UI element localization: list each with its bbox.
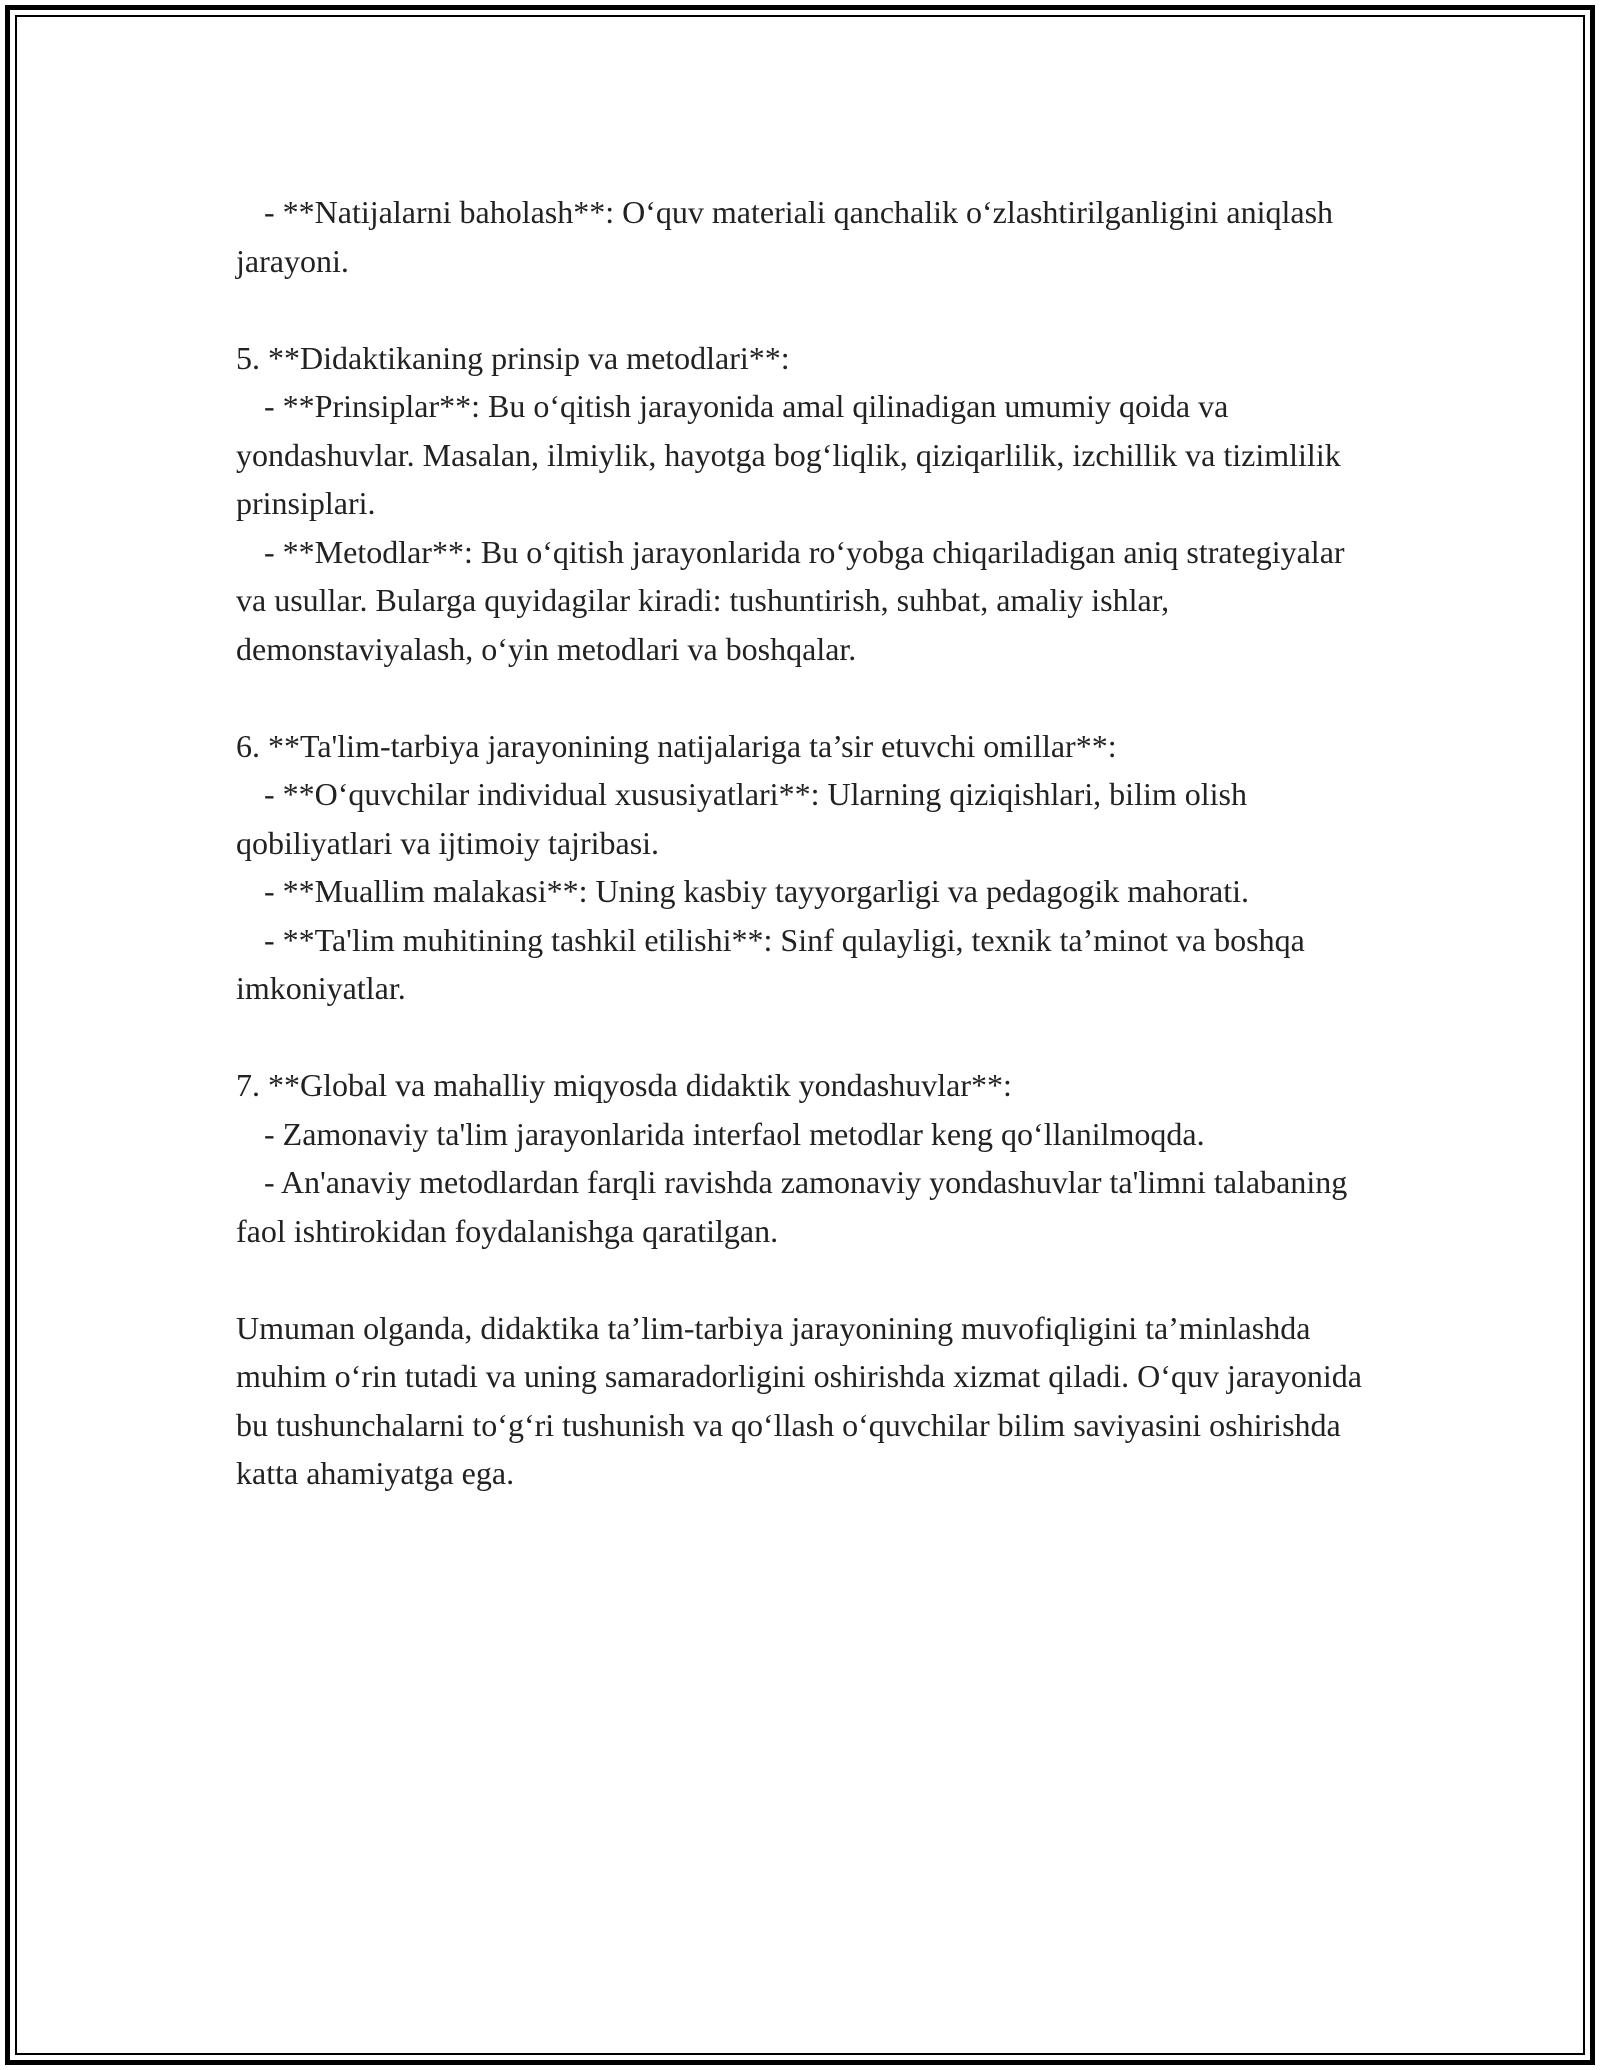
- paragraph: [236, 334, 1366, 674]
- list-item: - **Natijalarni baholash**: O‘quv materiali qanchalik o‘zlashtirilganligini aniqlash jarayoni.: [236, 194, 1334, 279]
- text-line: Umuman olganda, didaktika ta’lim-tarbiya jarayonining muvofiqligini ta’minlashda muhim o‘rin tutadi va uning samaradorligini oshirishda xizmat qiladi. O‘quv jarayonida bu tushunchalarni to‘g‘ri tushunish va qo‘llash o‘quvchilar bilim saviyasini oshirishda katta ahamiyatga ega.: [236, 1309, 1362, 1491]
- text-line: 7. **Global va mahalliy miqyosda didaktik yondashuvlar**:: [236, 1067, 1012, 1103]
- list-item: - **Ta'lim muhitining tashkil etilishi**: Sinf qulayligi, texnik ta’minot va boshqa imkoniyatlar.: [236, 921, 1305, 1006]
- paragraph: [236, 188, 1366, 285]
- paragraph: [236, 1304, 1366, 1498]
- list-item: - **Muallim malakasi**: Uning kasbiy tayyorgarligi va pedagogik mahorati.: [264, 873, 1249, 909]
- list-item: - **Prinsiplar**: Bu o‘qitish jarayonida amal qilinadigan umumiy qoida va yondashuvlar. Masalan, ilmiylik, hayotga bog‘liqlik, qiziqarlilik, izchillik va tizimlilik prinsiplari.: [236, 388, 1341, 521]
- list-item: - **Metodlar**: Bu o‘qitish jarayonlarida ro‘yobga chiqariladigan aniq strategiyalar va usullar. Bularga quyidagilar kiradi: tushuntirish, suhbat, amaliy ishlar, demonstaviyalash, o‘yin metodlari va boshqalar.: [236, 533, 1345, 667]
- list-item: - Zamonaviy ta'lim jarayonlarida interfaol metodlar keng qo‘llanilmoqda.: [264, 1115, 1205, 1152]
- paragraph: [236, 722, 1366, 1013]
- text-line: 5. **Didaktikaning prinsip va metodlari**:: [236, 339, 790, 376]
- list-item: - An'anaviy metodlardan farqli ravishda zamonaviy yondashuvlar ta'limni talabaning faol ishtirokidan foydalanishga qaratilgan.: [236, 1164, 1348, 1249]
- text-line: 6. **Ta'lim-tarbiya jarayonining natijalariga ta’sir etuvchi omillar**:: [236, 727, 1117, 764]
- list-item: - **O‘quvchilar individual xususiyatlari**: Ularning qiziqishlari, bilim olish qobiliyatlari va ijtimoiy tajribasi.: [236, 776, 1247, 861]
- document-body: [236, 188, 1366, 1498]
- paragraph: [236, 1061, 1366, 1255]
